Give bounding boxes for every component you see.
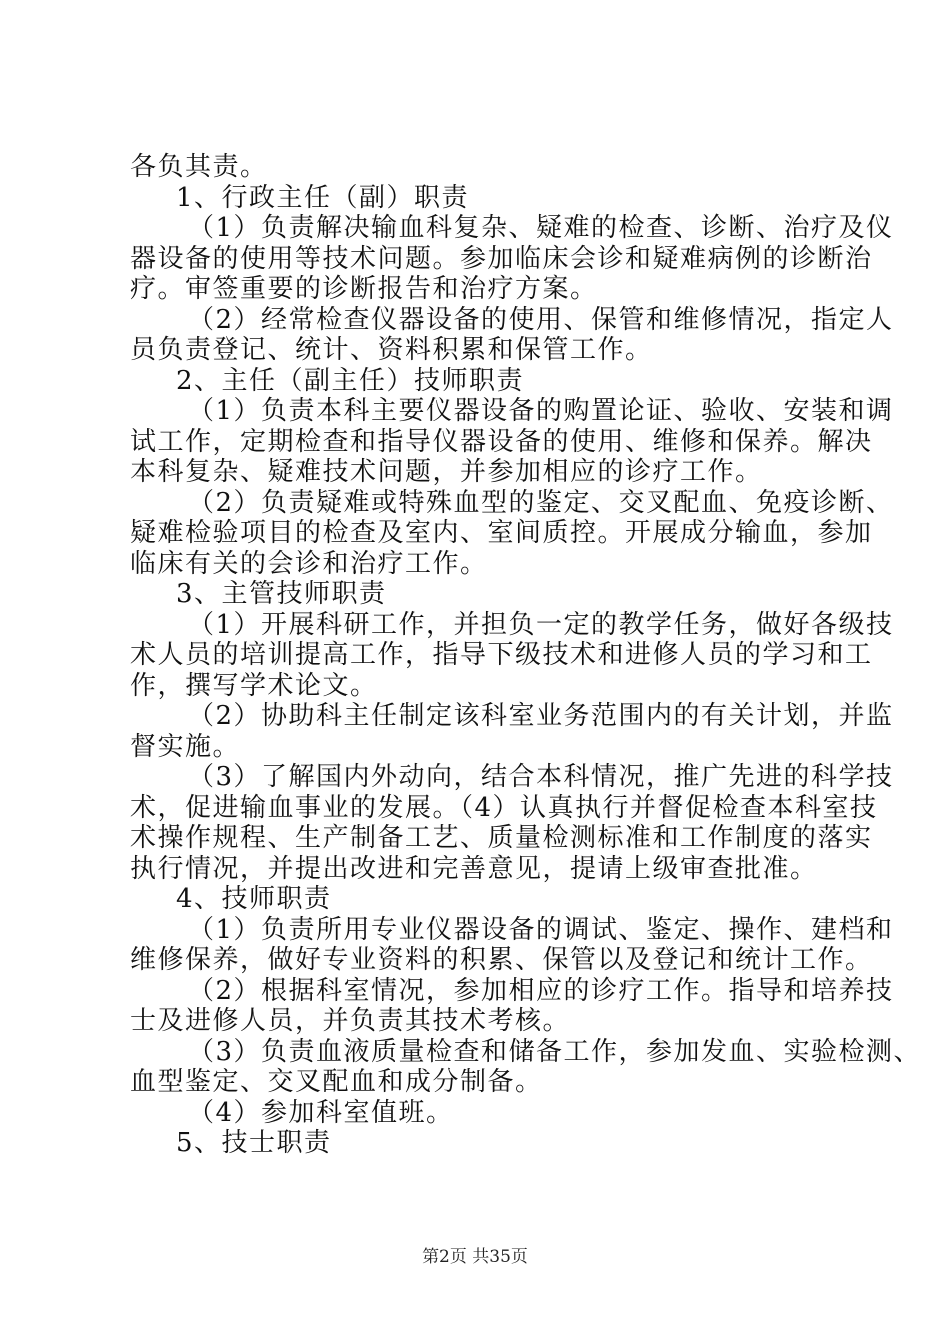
paragraph-line: （3）了解国内外动向，结合本科情况，推广先进的科学技 <box>188 762 894 792</box>
paragraph-line: 术，促进输血事业的发展。（4）认真执行并督促检查本科室技 <box>130 792 878 823</box>
paragraph-line: （1）负责所用专业仪器设备的调试、鉴定、操作、建档和 <box>188 914 894 945</box>
paragraph-line: 疑难检验项目的检查及室内、室间质控。开展成分输血，参加 <box>130 518 873 548</box>
paragraph-line: 作，撰写学术论文。 <box>130 670 378 701</box>
section-heading: 4、技师职责 <box>176 884 332 914</box>
paragraph-line: 血型鉴定、交叉配血和成分制备。 <box>130 1067 543 1097</box>
paragraph-line: 督实施。 <box>130 731 241 762</box>
paragraph-line: 术操作规程、生产制备工艺、质量检测标准和工作制度的落实 <box>130 823 873 853</box>
paragraph-line: 临床有关的会诊和治疗工作。 <box>130 548 488 579</box>
paragraph-line: （3）负责血液质量检查和储备工作，参加发血、实验检测、 <box>188 1036 922 1067</box>
section-heading: 2、主任（副主任）技师职责 <box>176 365 525 396</box>
paragraph-line: （2）根据科室情况，参加相应的诊疗工作。指导和培养技 <box>188 975 894 1006</box>
paragraph-line: 维修保养，做好专业资料的积累、保管以及登记和统计工作。 <box>130 945 873 975</box>
paragraph-line: 疗。审签重要的诊断报告和治疗方案。 <box>130 274 598 304</box>
paragraph-line: （2）协助科主任制定该科室业务范围内的有关计划，并监 <box>188 701 894 731</box>
paragraph-line: （2）经常检查仪器设备的使用、保管和维修情况，指定人 <box>188 304 894 335</box>
paragraph-line: （1）负责解决输血科复杂、疑难的检查、诊断、治疗及仪 <box>188 213 894 243</box>
paragraph-line: 试工作，定期检查和指导仪器设备的使用、维修和保养。解决 <box>130 426 873 457</box>
paragraph-line: 本科复杂、疑难技术问题，并参加相应的诊疗工作。 <box>130 457 763 487</box>
page-number-footer: 第2页 共35页 <box>422 1247 528 1267</box>
paragraph-line: 器设备的使用等技术问题。参加临床会诊和疑难病例的诊断治 <box>130 243 873 274</box>
section-heading: 3、主管技师职责 <box>176 579 387 609</box>
document-body <box>130 152 922 1159</box>
paragraph-line: （1）开展科研工作，并担负一定的教学任务，做好各级技 <box>188 609 894 640</box>
paragraph-line: （4）参加科室值班。 <box>188 1097 454 1128</box>
section-heading: 1、行政主任（副）职责 <box>176 182 470 213</box>
paragraph-line: （2）负责疑难或特殊血型的鉴定、交叉配血、免疫诊断、 <box>188 487 894 518</box>
section-heading: 5、技士职责 <box>176 1128 332 1158</box>
paragraph-line: （1）负责本科主要仪器设备的购置论证、验收、安装和调 <box>188 396 894 426</box>
paragraph-line: 员负责登记、统计、资料积累和保管工作。 <box>130 335 653 365</box>
paragraph-line: 士及进修人员，并负责其技术考核。 <box>130 1006 571 1036</box>
paragraph-line: 术人员的培训提高工作，指导下级技术和进修人员的学习和工 <box>130 640 873 670</box>
paragraph-line: 各负其责。 <box>130 152 268 182</box>
paragraph-line: 执行情况，并提出改进和完善意见，提请上级审查批准。 <box>130 853 818 884</box>
